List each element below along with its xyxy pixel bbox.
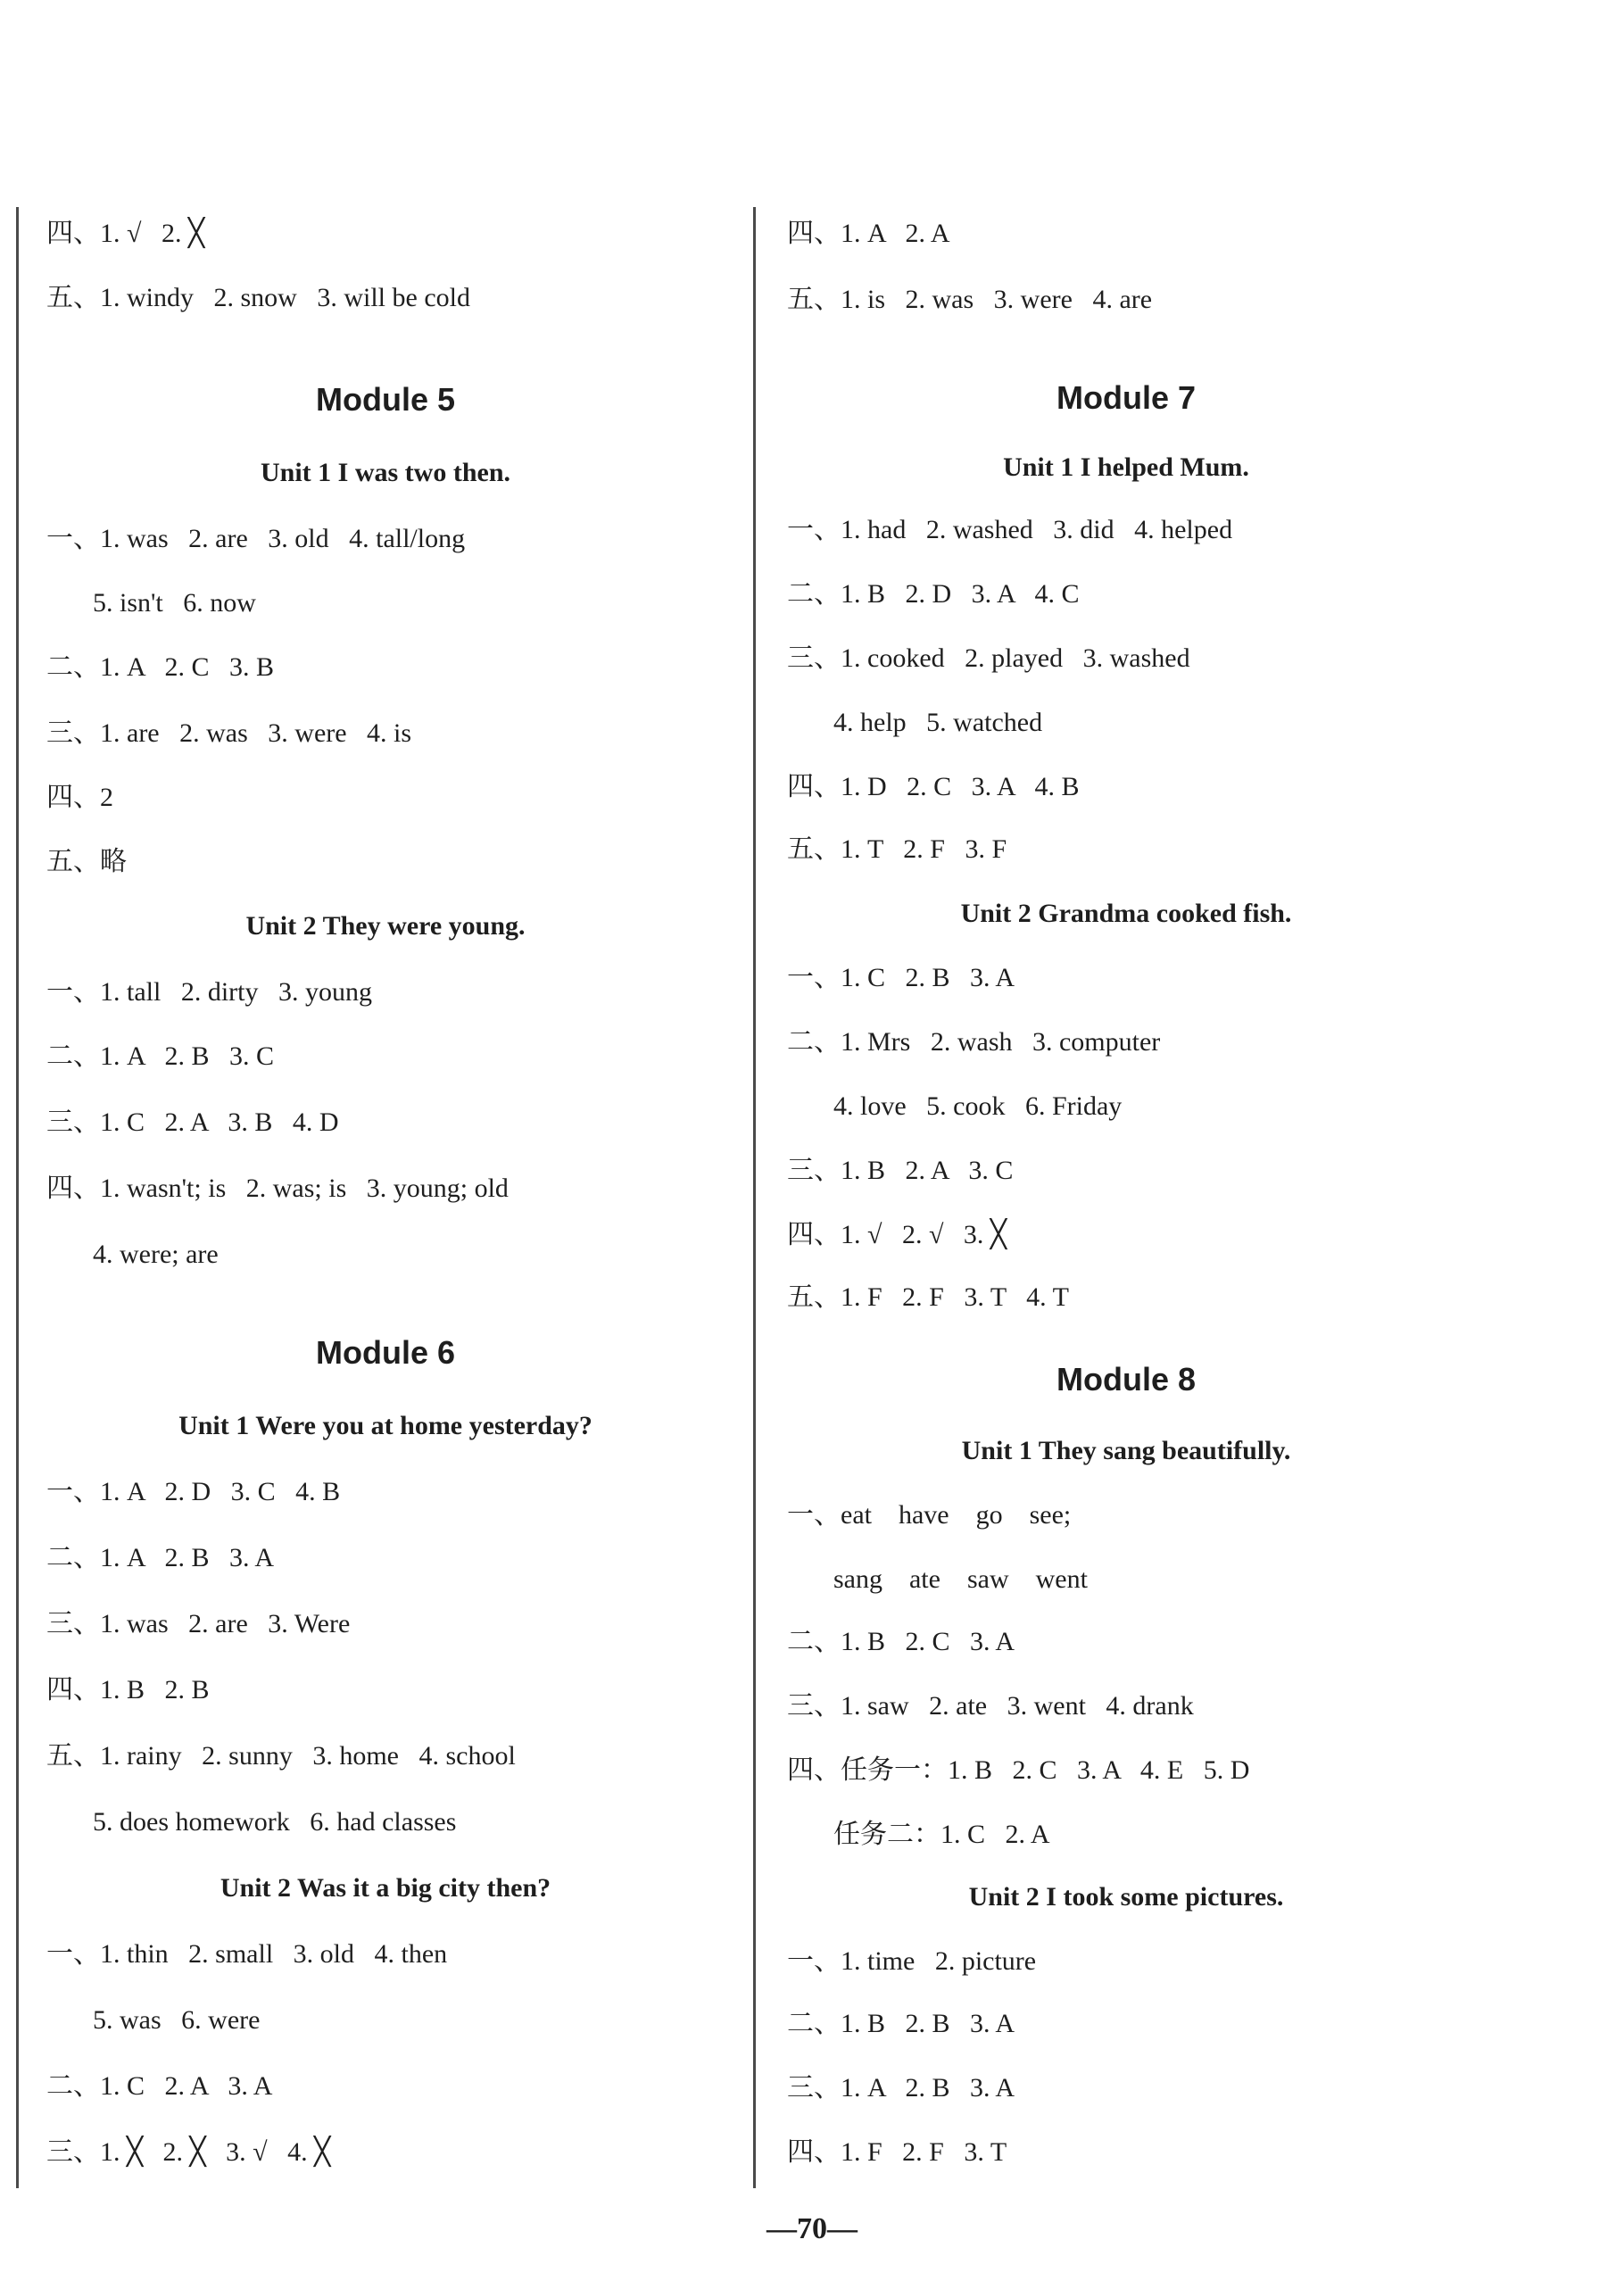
answer-line: 一、1. C 2. B 3. A [787,963,1015,992]
answer-line: 四、1. B 2. B [46,1675,210,1705]
answer-line: 三、1. was 2. are 3. Were [46,1609,351,1638]
answer-line: 三、1. are 2. was 3. were 4. is [46,718,412,748]
answer-line: 五、1. is 2. was 3. were 4. are [787,285,1153,314]
answer-line: 四、1. √ 2. √ 3. ╳ [787,1220,1007,1249]
answer-line: 三、1. B 2. A 3. C [787,1156,1014,1185]
module-6-unit-2-title: Unit 2 Was it a big city then? [220,1873,551,1903]
answer-line: 5. was 6. were [93,2005,261,2035]
answer-line: 三、1. ╳ 2. ╳ 3. √ 4. ╳ [46,2137,331,2167]
module-8-title: Module 8 [1056,1361,1196,1398]
answer-line: 一、1. time 2. picture [787,1946,1037,1976]
answer-line: 一、eat have go see; [787,1500,1072,1530]
module-8-unit-1-title: Unit 1 They sang beautifully. [961,1436,1291,1465]
answer-line: 二、1. B 2. D 3. A 4. C [787,579,1080,609]
answer-line: 五、1. windy 2. snow 3. will be cold [46,283,470,312]
answer-line: 三、1. cooked 2. played 3. washed [787,643,1190,673]
answer-line: 四、1. wasn't; is 2. was; is 3. young; old [46,1174,509,1203]
answer-line: 二、1. B 2. B 3. A [787,2009,1015,2038]
answer-line: 五、略 [46,847,127,876]
answer-line: 二、1. B 2. C 3. A [787,1627,1015,1656]
answer-line: 四、2 [46,783,113,812]
left-column [46,207,778,2188]
module-7-unit-2-title: Unit 2 Grandma cooked fish. [960,899,1292,928]
left-column-rule [16,207,19,2188]
answer-line: 二、1. A 2. B 3. C [46,1041,275,1071]
page-number: —70— [766,2212,858,2245]
answer-line: 三、1. saw 2. ate 3. went 4. drank [787,1691,1194,1721]
answer-line: sang ate saw went [833,1564,1088,1594]
right-column [787,207,1519,2188]
answer-line: 三、1. A 2. B 3. A [787,2073,1015,2103]
module-7-title: Module 7 [1056,379,1196,416]
answer-line: 5. does homework 6. had classes [93,1807,457,1837]
answer-line: 一、1. A 2. D 3. C 4. B [46,1477,341,1506]
module-5-title: Module 5 [315,381,455,418]
answer-line: 一、1. was 2. are 3. old 4. tall/long [46,524,466,553]
answer-line: 五、1. rainy 2. sunny 3. home 4. school [46,1741,516,1771]
answer-line: 一、1. thin 2. small 3. old 4. then [46,1939,448,1969]
answer-line: 四、1. F 2. F 3. T [787,2137,1007,2167]
answer-line: 二、1. A 2. B 3. A [46,1543,275,1572]
answer-line: 二、1. Mrs 2. wash 3. computer [787,1027,1161,1057]
answer-line: 五、1. T 2. F 3. F [787,834,1007,864]
answer-line: 5. isn't 6. now [93,588,256,618]
answer-line: 一、1. had 2. washed 3. did 4. helped [787,515,1233,544]
module-8-unit-2-title: Unit 2 I took some pictures. [968,1882,1284,1912]
module-7-unit-1-title: Unit 1 I helped Mum. [1003,452,1249,482]
answer-line: 一、1. tall 2. dirty 3. young [46,977,372,1007]
answer-line: 四、任务一：1. B 2. C 3. A 4. E 5. D [787,1755,1250,1785]
answer-line: 四、1. A 2. A [787,219,950,248]
answer-line: 三、1. C 2. A 3. B 4. D [46,1107,339,1137]
answer-line: 五、1. F 2. F 3. T 4. T [787,1282,1069,1312]
answer-line: 任务二：1. C 2. A [833,1820,1050,1849]
answer-line: 4. were; are [93,1240,219,1269]
answer-line: 4. help 5. watched [833,708,1043,737]
module-5-unit-1-title: Unit 1 I was two then. [260,458,511,487]
answer-line: 四、1. D 2. C 3. A 4. B [787,772,1080,801]
module-6-title: Module 6 [315,1334,455,1371]
answer-line: 四、1. √ 2. ╳ [46,219,205,248]
answer-line: 4. love 5. cook 6. Friday [833,1091,1123,1121]
module-5-unit-2-title: Unit 2 They were young. [245,911,526,941]
module-6-unit-1-title: Unit 1 Were you at home yesterday? [178,1411,592,1440]
answer-line: 二、1. C 2. A 3. A [46,2071,273,2101]
answer-line: 二、1. A 2. C 3. B [46,652,275,682]
